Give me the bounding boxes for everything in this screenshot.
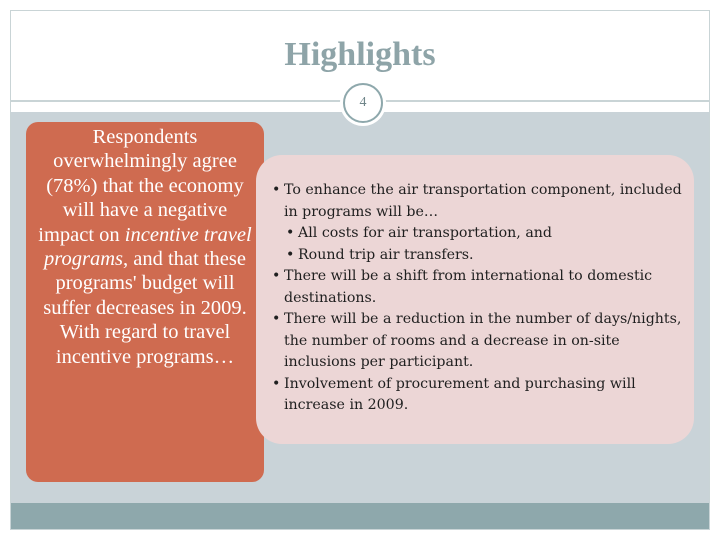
slide-title: Highlights bbox=[284, 36, 436, 73]
sub-bullet-item bbox=[270, 245, 690, 267]
bullet-text: There will be a reduction in the number of days/nights, the number of rooms and a decrease in on-site inclusions per participant. bbox=[284, 311, 682, 370]
bullet-item bbox=[270, 180, 690, 223]
bullet-marker: • bbox=[272, 182, 281, 198]
bullet-text: Round trip air transfers. bbox=[298, 246, 474, 263]
bullet-marker: • bbox=[272, 375, 281, 392]
bullet-marker: • bbox=[272, 311, 281, 327]
sub-bullet-item bbox=[270, 223, 690, 245]
bullet-marker: • bbox=[286, 225, 295, 241]
summary-text-part2: , and that these programs' budget will suffer decreases in 2009. With regard to travel incentive programs… bbox=[43, 248, 247, 368]
bullet-text: To enhance the air transportation component, included in programs will be… bbox=[284, 182, 682, 220]
footer-band bbox=[11, 503, 709, 529]
bullet-text: Involvement of procurement and purchasing will increase in 2009. bbox=[284, 375, 636, 413]
summary-text-part1: Respondents overwhelmingly agree (78%) that the economy will have a negative impact on bbox=[38, 126, 244, 246]
bullet-marker: • bbox=[286, 246, 295, 263]
page-number-badge bbox=[343, 83, 383, 123]
bullet-item bbox=[270, 374, 690, 417]
bullet-text: There will be a shift from international to domestic destinations. bbox=[284, 268, 653, 306]
bullet-marker: • bbox=[272, 268, 281, 284]
bullet-item bbox=[270, 309, 690, 374]
bullet-item bbox=[270, 266, 690, 309]
bullet-list bbox=[270, 180, 690, 417]
summary-text-italic: incentive travel programs bbox=[44, 223, 252, 271]
page-number: 4 bbox=[359, 95, 367, 110]
bullet-text: All costs for air transportation, and bbox=[298, 225, 553, 241]
summary-box bbox=[26, 122, 264, 482]
